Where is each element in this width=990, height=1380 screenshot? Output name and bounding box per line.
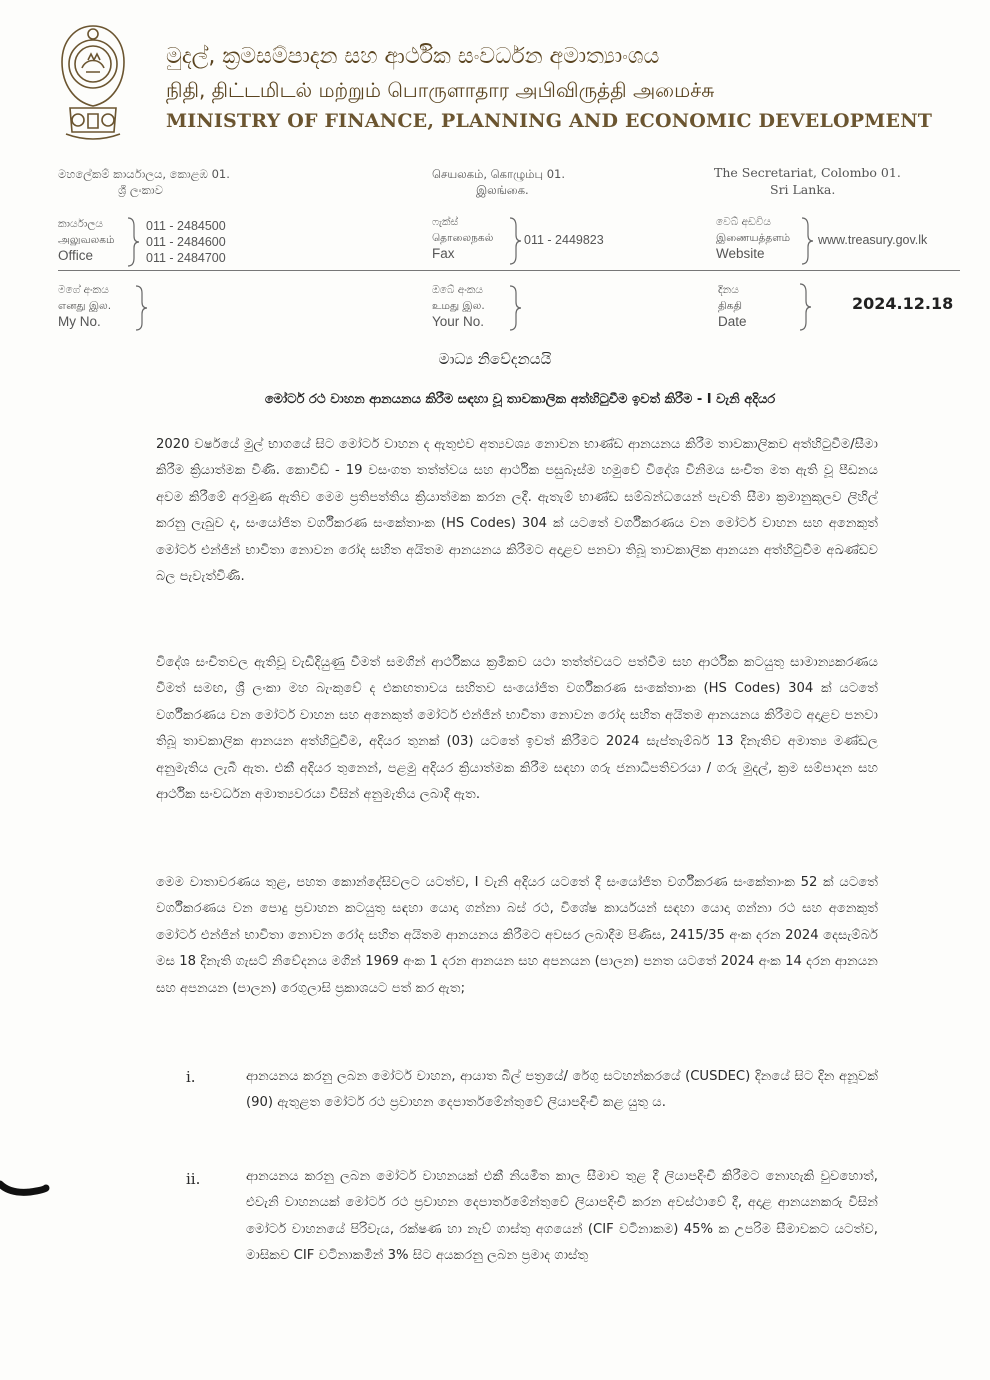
list-item-text: ආනයනය කරනු ලබන මෝටර් වාහනයක් එකී නියමිත කාල සීමාව තුළ දී ලියාපදිංචි කිරීමට නොහැකි වුවහොත්, එවැනි වාහනයක් මෝටර් රථ ප්‍රවාහන දෙපාර්තමේන්තුවේ ලියාපදිංචි කරන අවස්ථාවේ දී, අදාළ ආනයනකරු විසින් මෝටර් වාහනයේ පිරිවැය, රක්ෂණ හා නැව් ගාස්තු අගයෙන් (CIF වටිනාකම) 45% ක උපරිම සීමාවකට යටත්ව, මාසිකව CIF වටිනාකමින් 3% සිට අයකරනු ලබන ප්‍රමාද ගාස්තු xyxy=(246,1169,878,1264)
national-emblem-icon xyxy=(56,22,130,144)
website-label-en: Website xyxy=(716,246,765,261)
office-phone-1: 011 - 2484500 xyxy=(146,219,226,233)
date-ta: திகதி xyxy=(718,300,742,312)
fax-number: 011 - 2449823 xyxy=(524,233,604,247)
fax-label-ta: தொலைநகல் xyxy=(432,232,494,244)
office-label-en: Office xyxy=(58,248,94,263)
address-en-line1: The Secretariat, Colombo 01. xyxy=(714,165,901,180)
office-phone-3: 011 - 2484700 xyxy=(146,251,226,265)
header-divider xyxy=(58,270,960,271)
office-phone-2: 011 - 2484600 xyxy=(146,235,226,249)
your-no-si: ඔබේ අංකය xyxy=(432,284,483,296)
your-no-ta: உமது இல. xyxy=(432,300,485,312)
list-item-number: i. xyxy=(186,1068,196,1086)
date-value: 2024.12.18 xyxy=(852,294,954,313)
address-english xyxy=(714,164,904,198)
brace-icon xyxy=(800,216,814,266)
date-label xyxy=(718,282,798,330)
scan-mark-icon xyxy=(0,1174,50,1204)
address-ta-line2: இலங்கை. xyxy=(476,183,529,197)
fax-label-si: ෆැක්ස් xyxy=(432,216,459,228)
ministry-masthead xyxy=(166,40,956,136)
office-phone-list xyxy=(146,218,226,266)
paragraph-2: විදේශ සංචිතවල ඇතිවූ වැඩිදියුණු වීමත් සමගින් ආර්ථිකය ක්‍රමිකව යථා තත්ත්වයට පත්වීම සහ ආර්ථික කටයුතු සාමාන්‍යකරණය වීමත් සමඟ, ශ්‍රී ලංකා මහ බැංකුවේ ද එකඟතාවය සහිතව සංයෝජිත වර්ගීකරණ සංකේතාංක (HS Codes) 304 ක් යටතේ වර්ගීකරණය වන මෝටර් වාහන සහ අනෙකුත් මෝටර් එන්ජින් භාවිතා නොවන රෝද සහිත අයිතම ආනයනය කිරීමට අදාළව පනවා තිබූ තාවකාලික ආනයන අත්හිටුවීම, අදියර තුනක් (03) යටතේ ඉවත් කිරීමට 2024 සැප්තැම්බර් 13 දිනැතිව අමාත්‍ය මණ්ඩල අනුමැතිය ලැබී ඇත. එකී අදියර තුනෙන්, පළමු අදියර ක්‍රියාත්මක කිරීම සඳහා ගරු ජනාධිපතිවරයා / ගරු මුදල්, ක්‍රම සම්පාදන සහ ආර්ථික සංවර්ධන අමාත්‍යවරයා විසින් අනුමැතිය ලබාදී ඇත. xyxy=(156,655,878,803)
date-si: දිනය xyxy=(718,284,739,296)
my-no-ta: எனது இல. xyxy=(58,300,112,312)
office-label-si: කාර්යාලය xyxy=(58,218,103,230)
website-label-ta: இணையத்தளம் xyxy=(716,232,791,244)
brace-icon xyxy=(126,216,140,268)
your-no-en: Your No. xyxy=(432,314,485,329)
press-release-title: මාධ්‍ය නිවේදනයයි xyxy=(438,350,552,368)
brace-icon xyxy=(798,282,812,332)
ministry-name-english: MINISTRY OF FINANCE, PLANNING AND ECONOMIC DEVELOPMENT xyxy=(166,110,933,132)
subject-line: මෝටර් රථ වාහන ආනයනය කිරීම සඳහා වූ තාවකාලික අත්හිටුවීම ඉවත් කිරීම - I වැනි අදියර xyxy=(264,392,776,407)
my-no-en: My No. xyxy=(58,314,101,329)
brace-icon xyxy=(134,284,148,332)
address-tamil xyxy=(432,166,632,198)
my-no-si: මගේ අංකය xyxy=(58,284,109,296)
brace-icon xyxy=(508,284,522,332)
paragraph-3: මෙම වාතාවරණය තුළ, පහත කොන්දේසිවලට යටත්ව, I වැනි අදියර යටතේ දී සංයෝජිත වර්ගීකරණ සංකේතාංක 52 ක් යටතේ වර්ගීකරණය වන පොදු ප්‍රවාහන කටයුතු සඳහා යොදා ගන්නා බස් රථ, විශේෂ කාර්යයන් සඳහා යොදා ගන්නා රථ සහ අනෙකුත් මෝටර් එන්ජින් භාවිතා නොවන රෝද සහිත අයිතම ආනයනය කිරීමට අවසර ලබාදීම පිණිස, 2415/35 අංක දරන 2024 දෙසැම්බර් මස 18 දිනැති ගැසට් නිවේදනය මගින් 1969 අංක 1 දරන ආනයන සහ අපනයන (පාලන) පනත යටතේ 2024 අංක 14 දරන ආනයන සහ අපනයන (පාලන) රෙගුලාසි ප්‍රකාශයට පත් කර ඇත; xyxy=(156,875,878,996)
address-si-line2: ශ්‍රී ලංකාව xyxy=(118,183,163,197)
list-item-text: ආනයනය කරනු ලබන මෝටර් වාහන, ආයාත බිල් පත්‍රයේ/ රේගු සටහන්කරයේ (CUSDEC) දිනයේ සිට දින අනූවක් (90) ඇතුළත මෝටර් රථ ප්‍රවාහන දෙපාර්තමේන්තුවේ ලියාපදිංචි කළ යුතු ය. xyxy=(246,1069,878,1111)
brace-icon xyxy=(508,216,522,266)
address-si-line1: මහලේකම් කාර්යාලය, කොළඹ 01. xyxy=(58,167,230,181)
date-en: Date xyxy=(718,314,747,329)
office-label-ta: அலுவலகம் xyxy=(58,234,115,246)
ministry-name-tamil: நிதி, திட்டமிடல் மற்றும் பொருளாதார அபிவிருத்தி அமைச்சு xyxy=(166,78,715,102)
address-en-line2: Sri Lanka. xyxy=(770,182,836,197)
ministry-name-sinhala: මුදල්, ක්‍රමසම්පාදන සහ ආර්ථික සංවර්ධන අමාත්‍යාංශය xyxy=(166,44,660,69)
list-item-number: ii. xyxy=(186,1170,201,1188)
website-label-si: වෙබ් අඩවිය xyxy=(716,216,771,228)
fax-label-en: Fax xyxy=(432,246,455,261)
address-ta-line1: செயலகம், கொழும்பு 01. xyxy=(432,167,566,181)
address-sinhala xyxy=(58,166,288,198)
paragraph-1: 2020 වර්ෂයේ මුල් භාගයේ සිට මෝටර් වාහන ද ඇතුළුව අත්‍යවශ්‍ය නොවන භාණ්ඩ ආනයනය කිරීම තාවකාලිකව අත්හිටුවීම/සීමා කිරීම ක්‍රියාත්මක විණි. කොවිඩ් - 19 වසංගත තත්ත්වය සහ ආර්ථික පසුබෑස්ම හමුවේ විදේශ විනිමය සංචිත මත ඇති වූ පීඩනය අවම කිරීමේ අරමුණ ඇතිව මෙම ප්‍රතිපත්තිය ක්‍රියාත්මක කරන ලදී. ඇතැම් භාණ්ඩ සම්බන්ධයෙන් පැවති සීමා ක්‍රමානුකූලව ලිහිල් කරනු ලැබුව ද, සංයෝජිත වර්ගීකරණ සංකේතාංක (HS Codes) 304 ක් යටතේ වර්ගීකරණය වන මෝටර් වාහන සහ අනෙකුත් මෝටර් එන්ජින් භාවිතා නොවන රෝද සහිත අයිතම ආනයනය කිරීමට අදාළව පනවා තිබූ තාවකාලික ආනයන අත්හිටුවීම අඛණ්ඩව බල පැවැත්විණි. xyxy=(156,437,878,585)
website-url[interactable]: www.treasury.gov.lk xyxy=(818,233,928,247)
